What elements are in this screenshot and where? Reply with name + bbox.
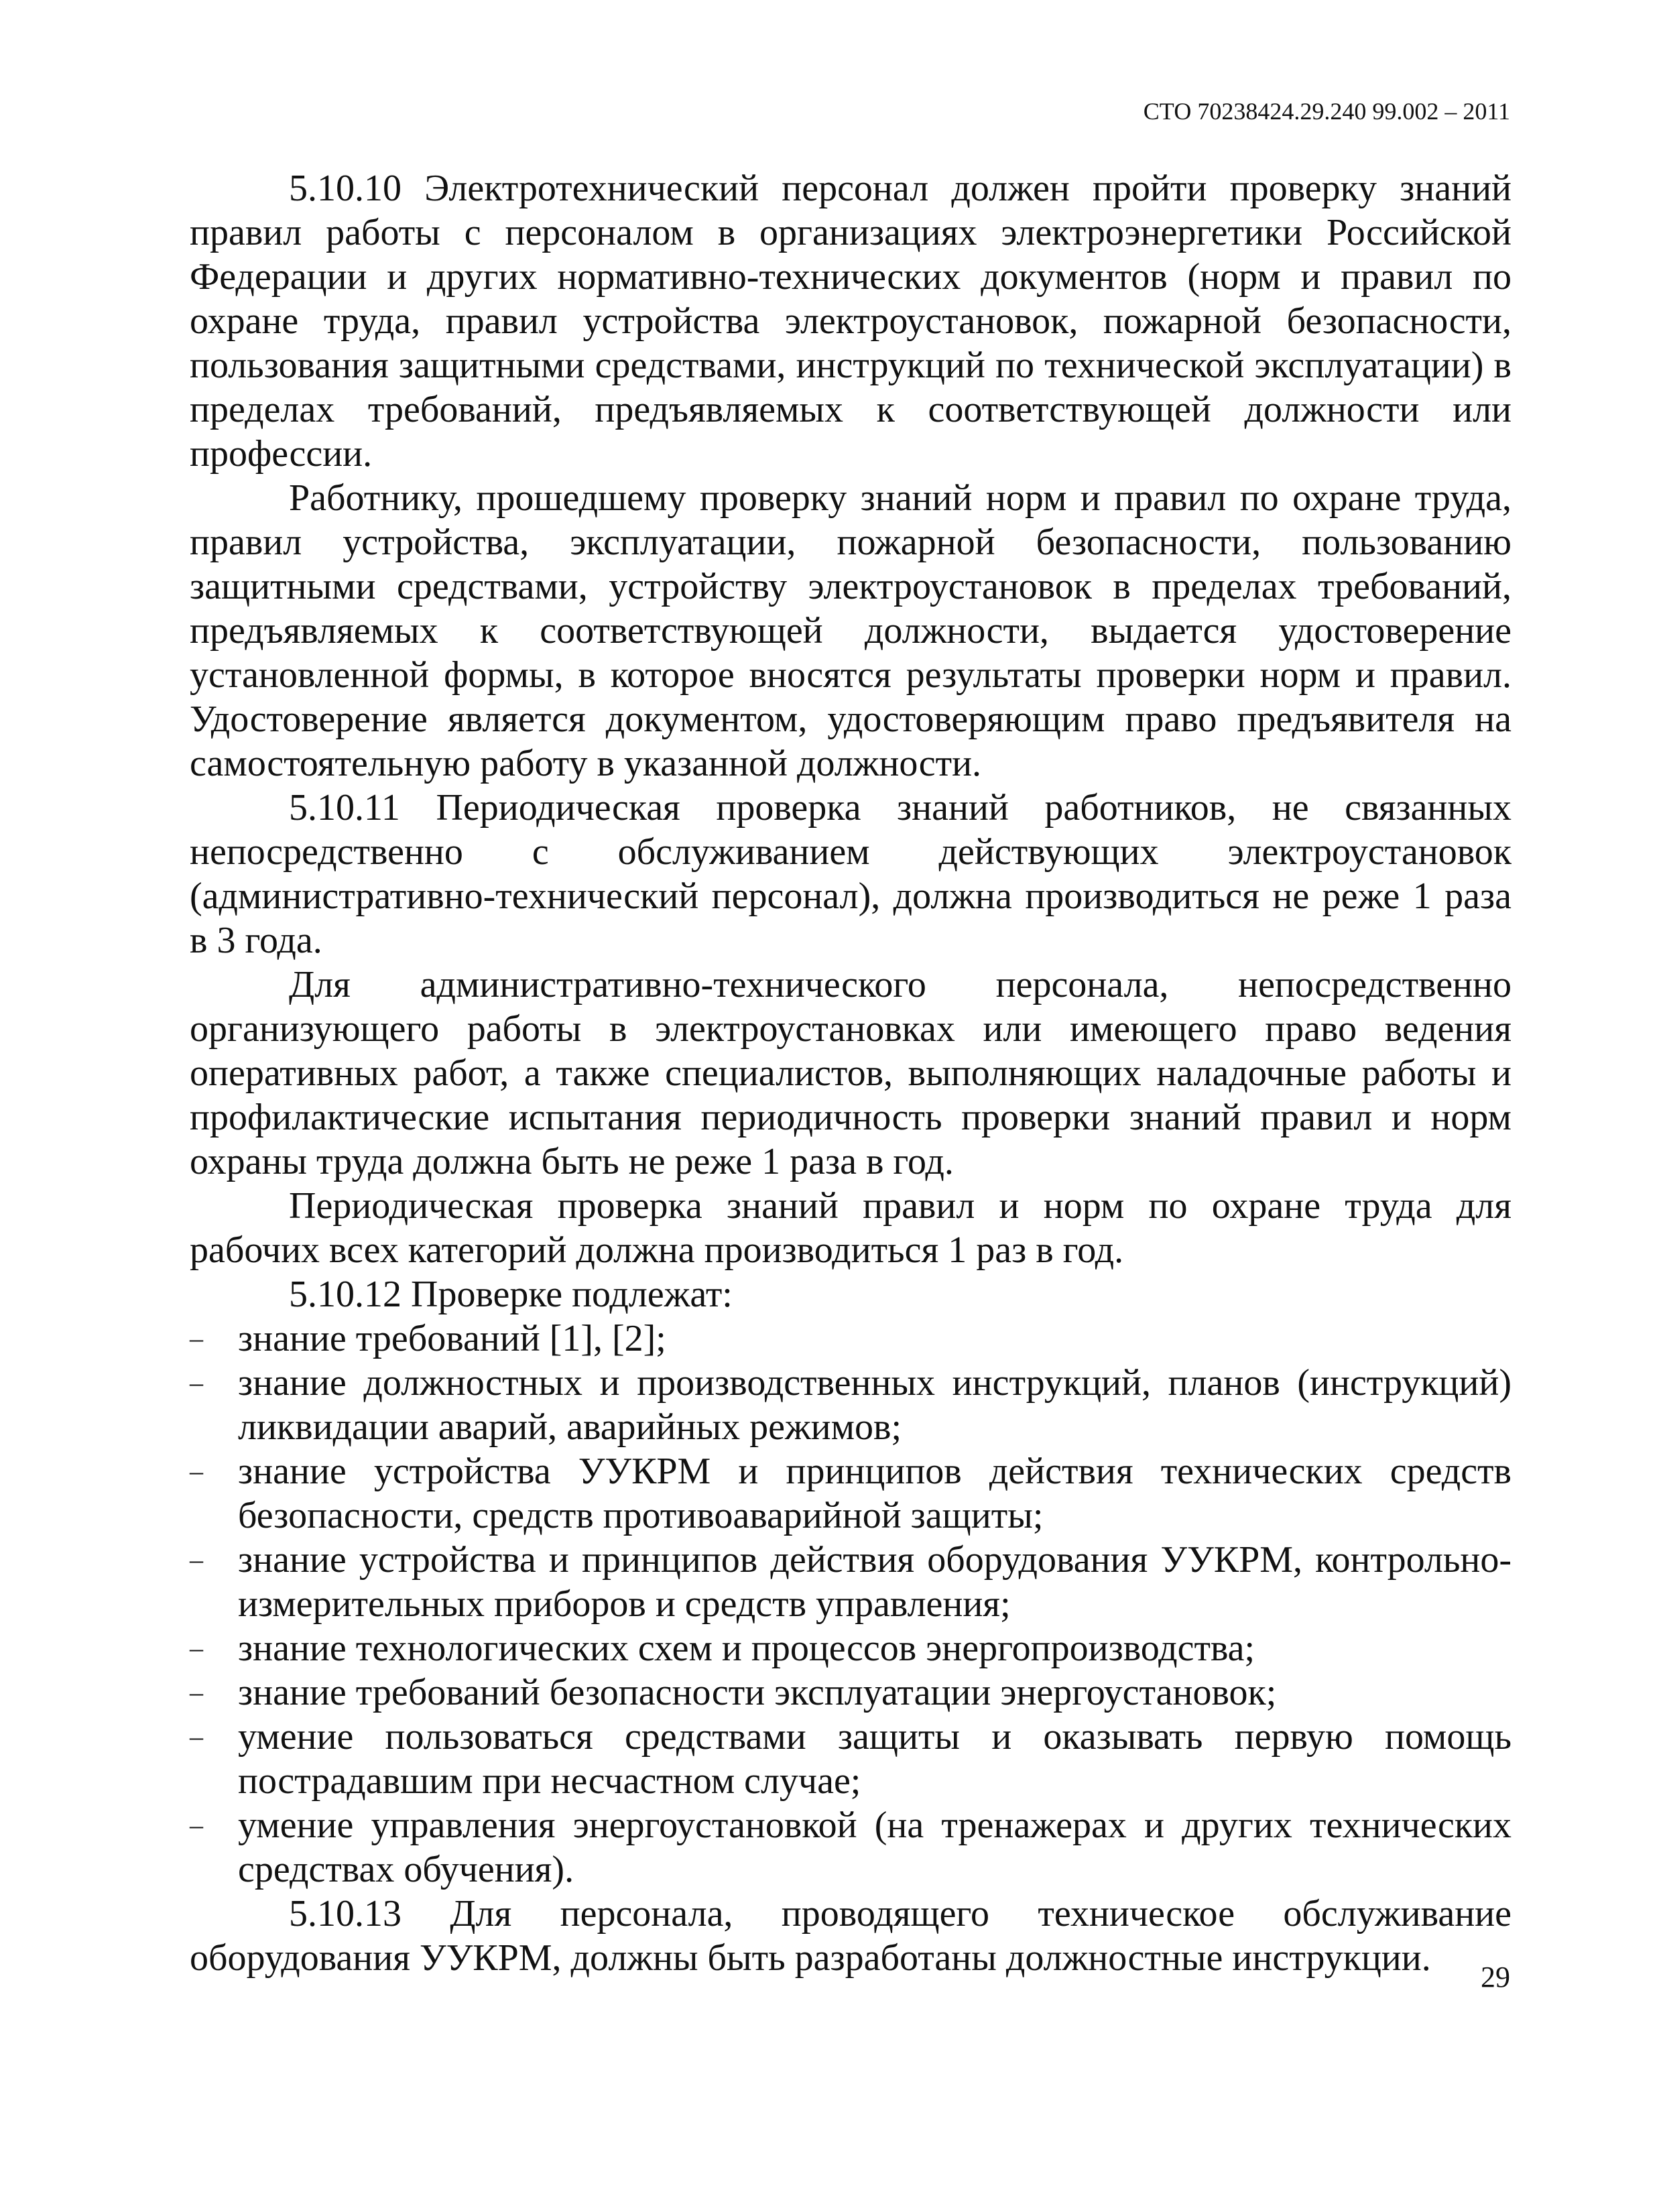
list-item-text: знание требований безопасности эксплуатации энергоустановок; (238, 1672, 1277, 1713)
page-body (190, 166, 1512, 1980)
dash-marker: – (190, 1367, 203, 1398)
list-item-text: знание требований [1], [2]; (238, 1318, 666, 1359)
list-item-text: умение управления энергоустановкой (на тренажерах и других технических средствах обучения). (238, 1804, 1512, 1890)
list-item (190, 1803, 1512, 1892)
document-code-header: СТО 70238424.29.240 99.002 – 2011 (1143, 98, 1510, 125)
paragraph-5-10-10: 5.10.10 Электротехнический персонал должен пройти проверку знаний правил работы с персоналом в организациях электроэнергетики Российской Федерации и других нормативно-технических документов (норм и правил по охране труда, правил устройства электроустановок, пожарной безопасности, пользования защитными средствами, инструкций по технической эксплуатации) в пределах требований, предъявляемых к соответствующей должности или профессии. (190, 168, 1512, 475)
list-item-text: знание технологических схем и процессов энергопроизводства; (238, 1627, 1255, 1669)
paragraph-workers: Периодическая проверка знаний правил и норм по охране труда для рабочих всех категорий должна производиться 1 раз в год. (190, 1185, 1512, 1271)
paragraph-admin-staff: Для административно-технического персонала, непосредственно организующего работы в электроустановках или имеющего право ведения оперативных работ, а также специалистов, выполняющих наладочные работы и профилактические испытания периодичность проверки знаний правил и норм охраны труда должна быть не реже 1 раза в год. (190, 964, 1512, 1182)
dash-marker: – (190, 1677, 203, 1707)
list-item (190, 1715, 1512, 1803)
paragraph-5-10-11: 5.10.11 Периодическая проверка знаний работников, не связанных непосредственно с обслуживанием действующих электроустановок (административно-технический персонал), должна производиться не реже 1 раза в 3 года. (190, 787, 1512, 961)
paragraph-5-10-13: 5.10.13 Для персонала, проводящего техническое обслуживание оборудования УУКРМ, должны быть разработаны должностные инструкции. (190, 1893, 1512, 1979)
list-item (190, 1449, 1512, 1538)
list-item-text: знание устройства УУКРМ и принципов действия технических средств безопасности, средств противоаварийной защиты; (238, 1451, 1512, 1536)
list-item (190, 1670, 1512, 1715)
dash-marker: – (190, 1633, 203, 1663)
list-item (190, 1361, 1512, 1449)
list-item (190, 1626, 1512, 1670)
dash-marker: – (190, 1810, 203, 1840)
list-item (190, 1538, 1512, 1626)
paragraph-certificate: Работнику, прошедшему проверку знаний норм и правил по охране труда, правил устройства, эксплуатации, пожарной безопасности, пользованию защитными средствами, устройству электроустановок в пределах требований, предъявляемых к соответствующей должности, выдается удостоверение установленной формы, в которое вносятся результаты проверки норм и правил. Удостоверение является документом, удостоверяющим право предъявителя на самостоятельную работу в указанной должности. (190, 477, 1512, 784)
page-number: 29 (1481, 1961, 1510, 1993)
dash-marker: – (190, 1721, 203, 1752)
list-item-text: знание устройства и принципов действия оборудования УУКРМ, контрольно-измерительных приборов и средств управления; (238, 1539, 1512, 1625)
list-item (190, 1316, 1512, 1361)
check-items-list (190, 1316, 1512, 1892)
list-item-text: умение пользоваться средствами защиты и оказывать первую помощь пострадавшим при несчастном случае; (238, 1716, 1512, 1802)
list-item-text: знание должностных и производственных инструкций, планов (инструкций) ликвидации аварий, аварийных режимов; (238, 1362, 1512, 1448)
paragraph-5-10-12: 5.10.12 Проверке подлежат: (289, 1274, 733, 1315)
dash-marker: – (190, 1544, 203, 1575)
dash-marker: – (190, 1323, 203, 1353)
dash-marker: – (190, 1456, 203, 1486)
